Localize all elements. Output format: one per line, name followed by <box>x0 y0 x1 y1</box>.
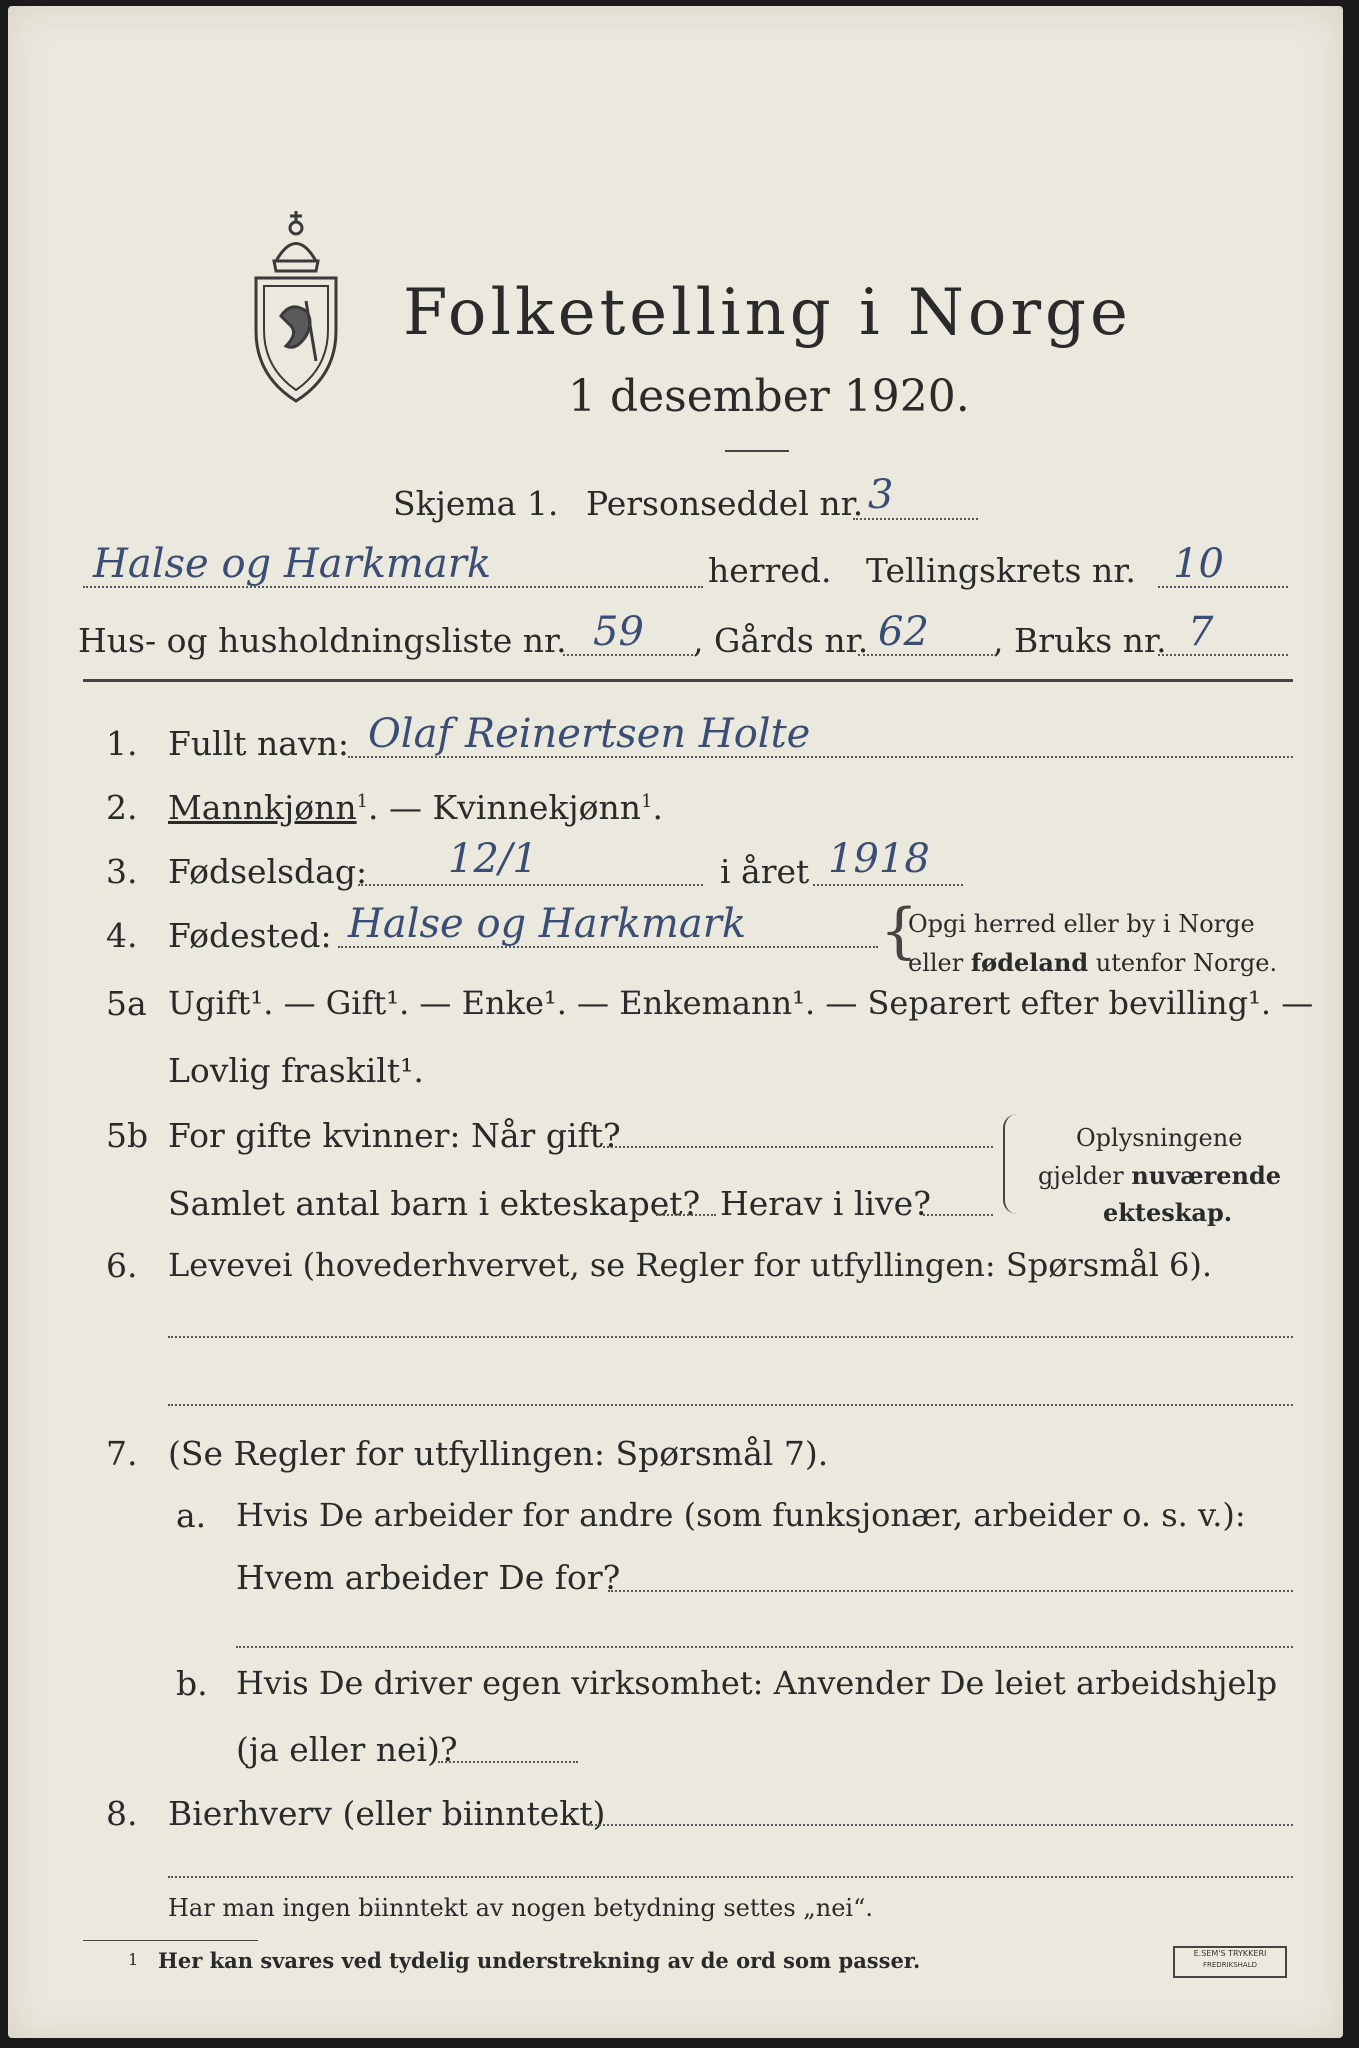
hus-value: 59 <box>593 609 644 655</box>
bruks-line <box>1158 654 1288 656</box>
q4-brace: { <box>880 896 919 966</box>
q5b-line2-a: Samlet antal barn i ekteskapet? <box>168 1184 701 1223</box>
q1-value: Olaf Reinertsen Holte <box>368 711 811 757</box>
q5b-note2 <box>1038 1161 1281 1190</box>
q4-note-line1: Opgi herred eller by i Norge <box>908 910 1255 938</box>
q6-number: 6. <box>106 1246 138 1285</box>
q7b-line2: (ja eller nei)? <box>236 1730 458 1769</box>
q8-number: 8. <box>106 1794 138 1833</box>
q1-label: Fullt navn: <box>168 724 349 763</box>
herred-value: Halse og Harkmark <box>93 541 492 587</box>
q4-label: Fødested: <box>168 916 332 955</box>
norwegian-coat-of-arms-icon <box>236 206 356 406</box>
skjema-label: Skjema 1. <box>393 484 559 523</box>
q4-note-line2-b: fødeland <box>970 948 1089 977</box>
q7a-line2: Hvem arbeider De for? <box>236 1558 621 1597</box>
personseddel-line <box>853 518 978 520</box>
footnote-divider <box>83 1940 258 1941</box>
q5b-brace <box>1003 1114 1019 1214</box>
printer-stamp-line1: E.SEM'S TRYKKERI <box>1193 1949 1267 1958</box>
q5b-note1: Oplysningene <box>1076 1124 1243 1152</box>
q7a-number: a. <box>176 1496 207 1535</box>
q8-answer-line-2 <box>168 1876 1293 1878</box>
tellingskrets-label: Tellingskrets nr. <box>866 551 1136 590</box>
q7a-answer-line-1 <box>608 1590 1293 1592</box>
q4-note-line2 <box>908 948 1277 977</box>
q5b-children-line <box>656 1214 716 1216</box>
printer-stamp-line2: FREDRIKSHALD <box>1202 1961 1257 1969</box>
q2-male-option: Mannkjønn <box>168 788 357 827</box>
herred-label: herred. <box>708 551 832 590</box>
form-date: 1 desember 1920. <box>568 371 970 422</box>
q7a-line1: Hvis De arbeider for andre (som funksjonær, arbeider o. s. v.): <box>236 1496 1246 1534</box>
title-divider <box>725 450 789 452</box>
tellingskrets-value: 10 <box>1173 541 1224 587</box>
q5a-number: 5a <box>106 984 147 1023</box>
q5a-line2: Lovlig fraskilt¹. <box>168 1051 424 1090</box>
census-form-page <box>8 6 1343 2038</box>
q5b-alive-line <box>923 1214 993 1216</box>
q2-female-footnote-mark: 1 <box>641 791 653 812</box>
q2-text <box>168 788 663 827</box>
q7a-answer-line-2 <box>236 1646 1293 1648</box>
q4-note-line2-c: utenfor Norge. <box>1088 949 1278 977</box>
q7b-number: b. <box>176 1664 208 1703</box>
header-divider <box>83 679 1293 682</box>
q7b-answer-line <box>438 1761 578 1763</box>
q3-year-line <box>813 884 963 886</box>
bruks-value: 7 <box>1188 609 1214 655</box>
q5b-note3: ekteskap. <box>1103 1198 1233 1227</box>
q2-male-footnote-mark: 1 <box>356 791 369 812</box>
q1-number: 1. <box>106 724 138 763</box>
footer-note: Har man ingen biinntekt av nogen betydning settes „nei“. <box>168 1894 873 1922</box>
q7-number: 7. <box>106 1434 138 1473</box>
hus-label: Hus- og husholdningsliste nr. <box>78 621 567 660</box>
personseddel-value: 3 <box>868 472 894 518</box>
q7-label: (Se Regler for utfyllingen: Spørsmål 7). <box>168 1434 829 1473</box>
q5b-line2-b: Herav i live? <box>720 1184 931 1223</box>
q5b-line1: For gifte kvinner: Når gift? <box>168 1116 621 1155</box>
q5b-number: 5b <box>106 1116 149 1155</box>
bruks-label: , Bruks nr. <box>993 621 1167 660</box>
q8-label: Bierhverv (eller biinntekt) <box>168 1794 606 1833</box>
gards-label: , Gårds nr. <box>693 621 869 660</box>
q5b-note2-a: gjelder <box>1038 1162 1132 1190</box>
q3-day-line <box>358 884 703 886</box>
form-title: Folketelling i Norge <box>403 276 1132 350</box>
q5b-note2-b: nuværende <box>1131 1161 1282 1190</box>
q4-value: Halse og Harkmark <box>348 901 747 947</box>
q2-separator: . — <box>368 788 433 827</box>
q3-year-value: 1918 <box>828 836 930 882</box>
q2-number: 2. <box>106 788 138 827</box>
q3-label: Fødselsdag: <box>168 852 368 891</box>
personseddel-label: Personseddel nr. <box>586 484 864 523</box>
q7b-line1: Hvis De driver egen virksomhet: Anvender De leiet arbeidshjelp <box>236 1664 1278 1702</box>
q3-number: 3. <box>106 852 138 891</box>
q4-note-line2-a: eller <box>908 949 971 977</box>
gards-value: 62 <box>878 609 929 655</box>
q6-answer-line-1 <box>168 1336 1293 1338</box>
q6-label: Levevei (hovederhvervet, se Regler for utfyllingen: Spørsmål 6). <box>168 1246 1213 1284</box>
q3-day-value: 12/1 <box>448 836 538 882</box>
q5a-line1: Ugift¹. — Gift¹. — Enke¹. — Enkemann¹. — Separert efter bevilling¹. — <box>168 984 1314 1022</box>
footnote-text: Her kan svares ved tydelig understrekning av de ord som passer. <box>158 1948 921 1973</box>
q5b-married-line <box>603 1146 993 1148</box>
footnote-number: 1 <box>128 1950 139 1969</box>
q2-end: . <box>652 788 663 827</box>
q6-answer-line-2 <box>168 1404 1293 1406</box>
q4-number: 4. <box>106 916 138 955</box>
q8-answer-line-1 <box>588 1824 1293 1826</box>
printer-stamp <box>1173 1946 1287 1978</box>
q2-female-option: Kvinnekjønn <box>432 788 642 827</box>
q3-year-label: i året <box>720 852 810 891</box>
